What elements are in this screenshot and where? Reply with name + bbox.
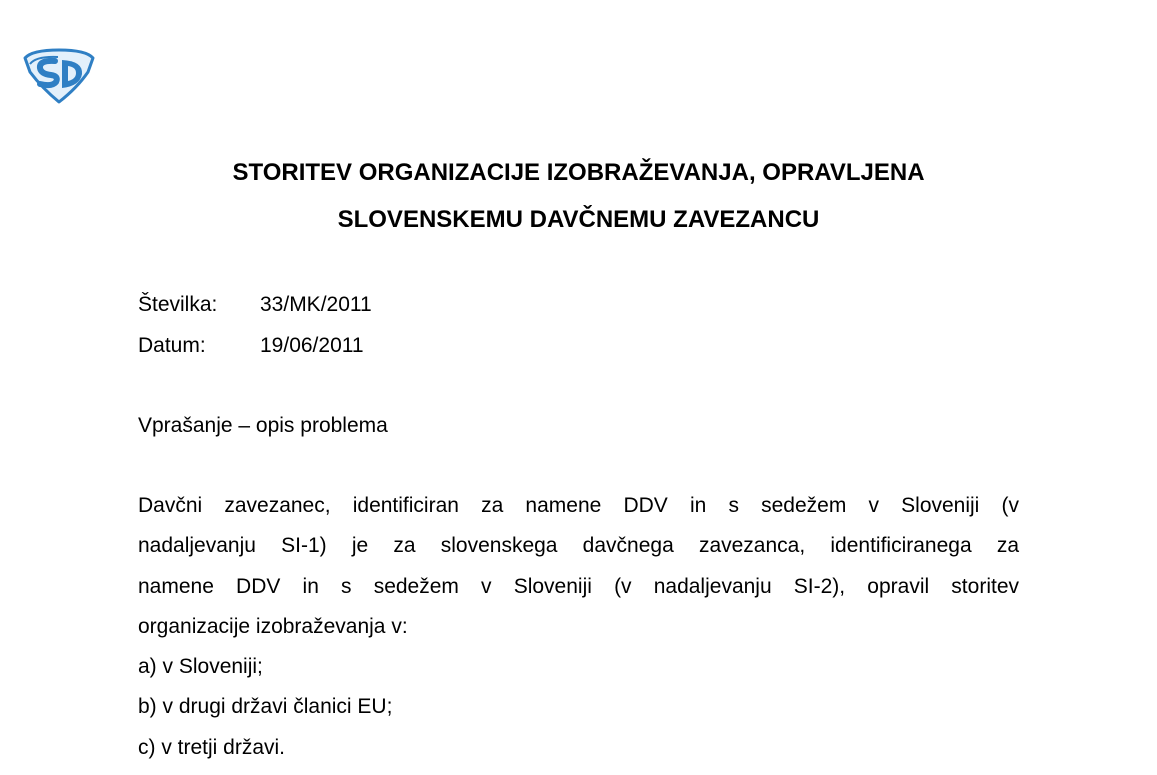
list-item: c) v tretji državi. [138,735,286,759]
document-number-row [138,292,372,318]
document-date-row [138,333,364,359]
paragraph-line: organizacije izobraževanja v: [138,614,408,638]
document-date-label: Datum: [138,334,206,357]
options-list [138,654,392,775]
document-title-line-2: SLOVENSKEMU DAVČNEMU ZAVEZANCU [337,206,820,233]
body-paragraph [138,493,1019,654]
document-number-label: Številka: [138,293,218,316]
list-item: a) v Sloveniji; [138,655,263,678]
list-item: b) v drugi državi članici EU; [138,695,393,719]
sd-shield-logo-icon [22,48,96,104]
paragraph-line: namene DDV in s sedežem v Sloveniji (v nadaljevanju SI-2), opravil storitev [138,574,1019,598]
section-heading: Vprašanje – opis problema [138,414,388,437]
document-title-line-1: STORITEV ORGANIZACIJE IZOBRAŽEVANJA, OPRAVLJENA [232,159,925,186]
paragraph-line: nadaljevanju SI-1) je za slovenskega davčnega zavezanca, identificiranega za [138,534,1019,558]
paragraph-line: Davčni zavezanec, identificiran za namene DDV in s sedežem v Sloveniji (v [138,494,1019,517]
document-number-value: 33/MK/2011 [260,293,372,316]
document-date-value: 19/06/2011 [260,334,364,357]
company-logo [22,48,96,104]
